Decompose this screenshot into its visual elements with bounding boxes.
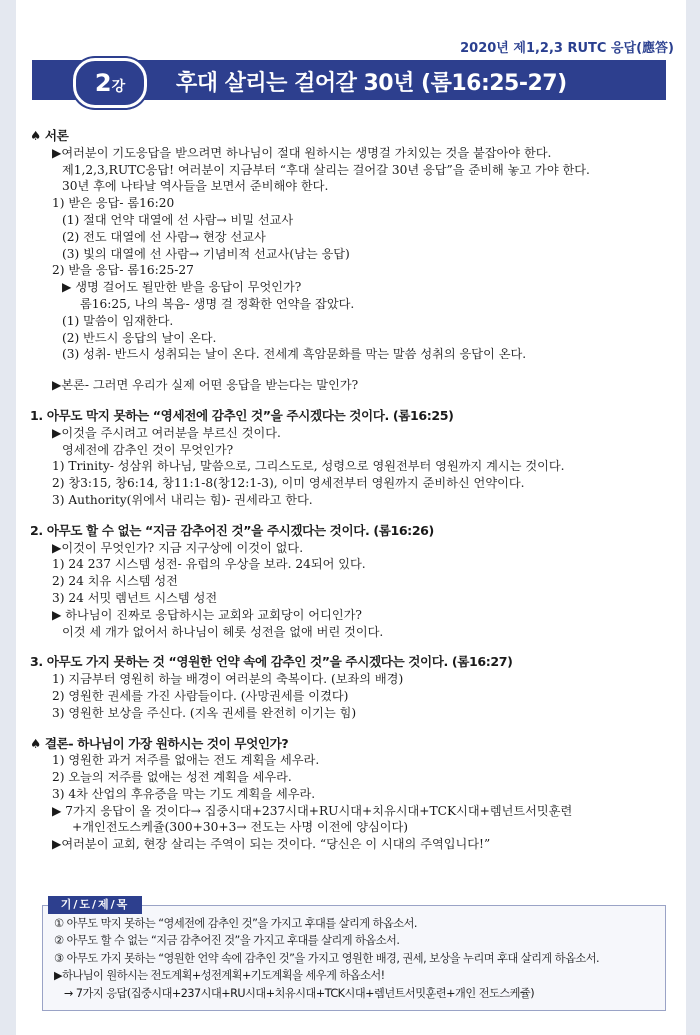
body-line: 3) Authority(위에서 내리는 힘)- 권세라고 한다. — [52, 492, 313, 507]
body-line: 1) 영원한 과거 저주를 없애는 전도 계획을 세우라. — [52, 753, 320, 768]
prayer-label: 기/도/제/목 — [48, 896, 142, 914]
body-line: 3) 4차 산업의 후유증을 막는 기도 계획을 세우라. — [52, 786, 316, 801]
body-line: 이것 세 개가 없어서 하나님이 헤롯 성전을 없애 버린 것이다. — [62, 624, 384, 639]
body-line: (2) 반드시 응답의 날이 온다. — [62, 330, 217, 345]
body-line: 3) 24 서밋 렘넌트 시스템 성전 — [52, 590, 218, 605]
lesson-unit: 강 — [111, 79, 126, 95]
body-line: 2) 창3:15, 창6:14, 창11:1-8(창12:1-3), 이미 영세전부터 영원까지 준비하신 언약이다. — [52, 476, 525, 491]
lesson-number: 2 — [94, 69, 112, 97]
body-line: 1) 지금부터 영원히 하늘 배경이 여러분의 축복이다. (보좌의 배경) — [52, 672, 404, 687]
body-line: 2) 영원한 권세를 가진 사람들이다. (사망권세를 이겼다) — [52, 688, 349, 703]
body-line: 롬16:25, 나의 복음- 생명 걸 정확한 언약을 잡았다. — [80, 296, 355, 311]
section-heading: ♠ 결론- 하나님이 가장 원하시는 것이 무엇인가? — [30, 735, 289, 751]
prayer-item: → 7가지 응답(집중시대+237시대+RU시대+치유시대+TCK시대+렘넌트서밋훈련+개인 전도스케쥴) — [64, 986, 535, 1000]
body-line: ▶여러분이 교회, 현장 살리는 주역이 되는 것이다. “당신은 이 시대의 주역입니다!” — [52, 837, 491, 852]
prayer-list — [54, 915, 674, 1002]
body-line: 1) Trinity- 성삼위 하나님, 말씀으로, 그리스도로, 성령으로 영원전부터 영원까지 계시는 것이다. — [52, 459, 565, 474]
issue-label: 2020년 제1,2,3 RUTC 응답(應答) — [460, 41, 674, 56]
body-line: ▶본론- 그러면 우리가 실제 어떤 응답을 받는다는 말인가? — [52, 378, 359, 393]
prayer-item: ① 아무도 막지 못하는 “영세전에 감추인 것”을 가지고 후대를 살리게 하옵소서. — [54, 917, 417, 930]
body-line: 1) 24 237 시스템 성전- 유럽의 우상을 보라. 24되어 있다. — [52, 557, 366, 572]
body-line: 3) 영원한 보상을 주신다. (지옥 권세를 완전히 이기는 힘) — [52, 705, 357, 720]
section-heading: 2. 아무도 할 수 없는 “지금 감추어진 것”을 주시겠다는 것이다. (롬16:26) — [30, 522, 434, 538]
body-line: (2) 전도 대열에 선 사람→ 현장 선교사 — [62, 229, 266, 244]
body-line: ▶여러분이 기도응답을 받으려면 하나님이 절대 원하시는 생명걸 가치있는 것을 붙잡아야 한다. — [52, 145, 552, 160]
sermon-body — [30, 128, 670, 853]
body-line: ▶이것을 주시려고 여러분을 부르신 것이다. — [52, 425, 281, 440]
spacer — [30, 722, 670, 736]
body-line: ▶이것이 무엇인가? 지금 지구상에 이것이 없다. — [52, 540, 304, 555]
body-line: ▶ 하나님이 진짜로 응답하시는 교회와 교회당이 어디인가? — [52, 607, 362, 622]
body-line: 2) 받을 응답- 롬16:25-27 — [52, 263, 194, 278]
body-line: +개인전도스케쥴(300+30+3→ 전도는 사명 이전에 양심이다) — [72, 820, 409, 835]
body-line: 영세전에 감추인 것이 무엇인가? — [62, 442, 234, 457]
spacer — [30, 509, 670, 523]
body-line: 제1,2,3,RUTC응답! 여러분이 지금부터 “후대 살리는 걸어갈 30년 응답”을 준비해 놓고 가야 한다. — [62, 162, 590, 177]
spacer — [30, 640, 670, 654]
body-line: (1) 말씀이 임재한다. — [62, 313, 174, 328]
body-line: (3) 성취- 반드시 성취되는 날이 온다. 전세계 흑암문화를 막는 말씀 성취의 응답이 온다. — [62, 347, 527, 362]
prayer-item: ② 아무도 할 수 없는 “지금 감추어진 것”을 가지고 후대를 살리게 하옵소서. — [54, 934, 400, 948]
body-line: (1) 절대 언약 대열에 선 사람→ 비밀 선교사 — [62, 212, 294, 227]
section-heading: ♠ 서론 — [30, 128, 69, 143]
body-line: 30년 후에 나타날 역사들을 보면서 준비해야 한다. — [62, 179, 329, 194]
body-line: ▶ 7가지 응답이 올 것이다→ 집중시대+237시대+RU시대+치유시대+TCK시대+렘넌트서밋훈련 — [52, 803, 573, 818]
body-line: (3) 빛의 대열에 선 사람→ 기념비적 선교사(남는 응답) — [62, 246, 350, 261]
lesson-badge — [73, 58, 147, 108]
section-heading: 1. 아무도 막지 못하는 “영세전에 감추인 것”을 주시겠다는 것이다. (롬16:25) — [30, 407, 454, 423]
prayer-item: ③ 아무도 가지 못하는 “영원한 언약 속에 감추인 것”을 가지고 영원한 배경, 권세, 보상을 누리며 후대 살리게 하옵소서. — [54, 951, 600, 965]
body-line: 2) 오늘의 저주를 없애는 성전 계획을 세우라. — [52, 770, 292, 785]
body-line: 1) 받은 응답- 롬16:20 — [52, 196, 175, 211]
body-line: 2) 24 치유 시스템 성전 — [52, 574, 178, 589]
body-line: ▶ 생명 걸어도 될만한 받을 응답이 무엇인가? — [62, 280, 302, 295]
section-heading: 3. 아무도 가지 못하는 것 “영원한 언약 속에 감추인 것”을 주시겠다는 것이다. (롬16:27) — [30, 654, 513, 670]
page-title: 후대 살리는 걸어갈 30년 (롬16:25-27) — [176, 71, 567, 96]
spacer — [30, 394, 670, 408]
prayer-item: ▶하나님이 원하시는 전도계획+성전계획+기도계획을 세우게 하옵소서! — [54, 969, 385, 983]
spacer — [30, 363, 670, 377]
